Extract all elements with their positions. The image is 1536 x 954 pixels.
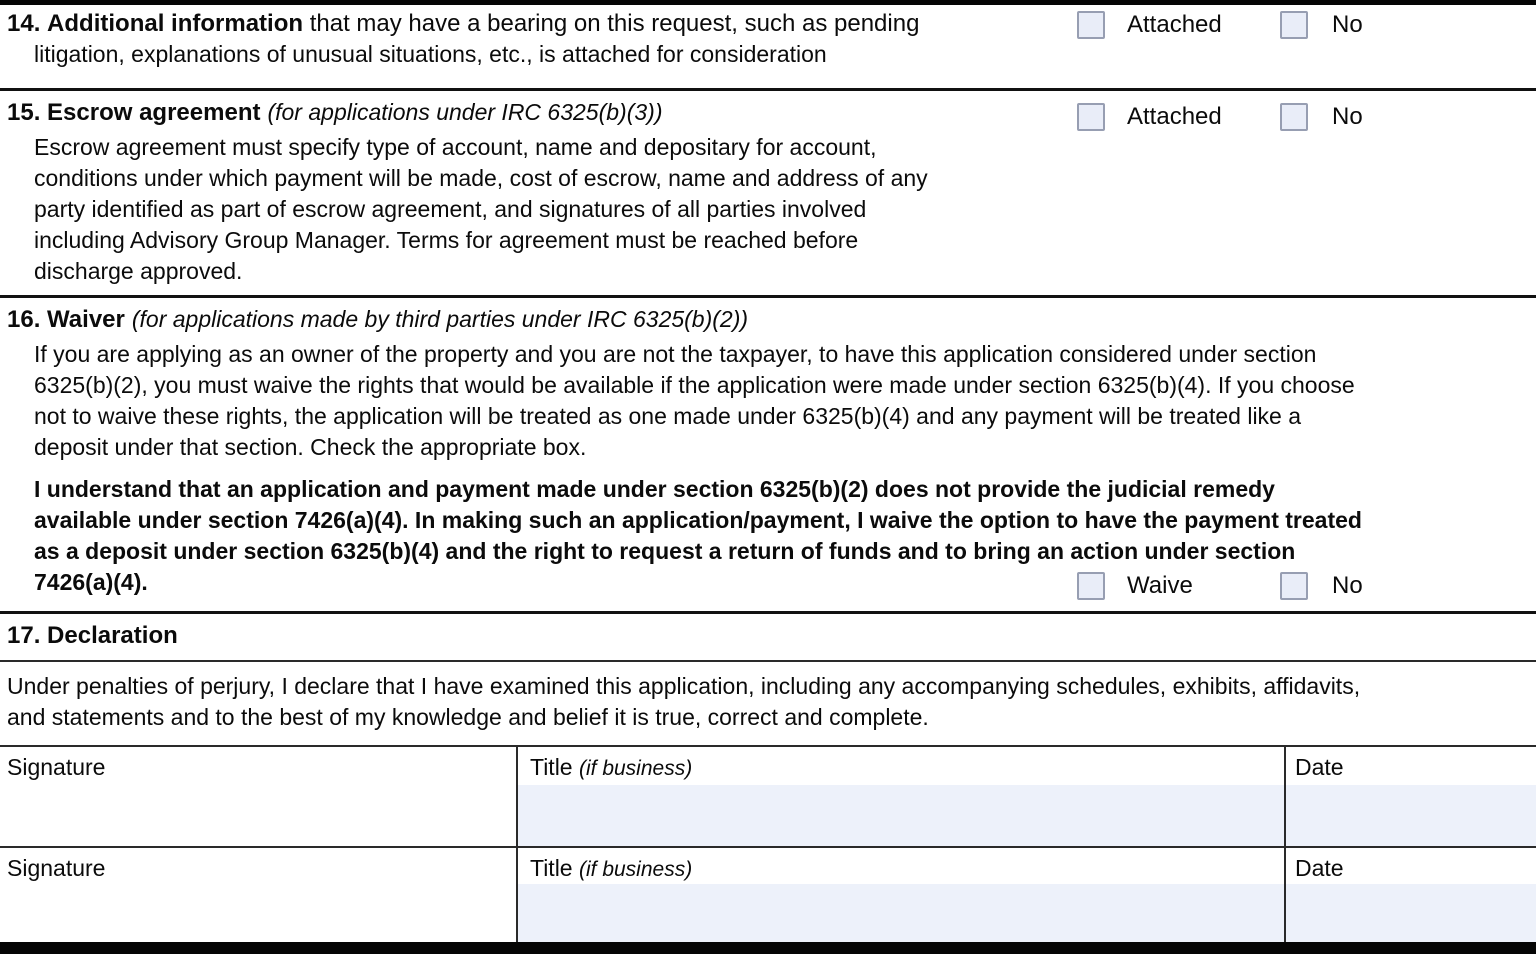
section-15-text-line: conditions under which payment will be made, cost of escrow, name and address of any [34,165,928,191]
checkbox-waive-16-label: Waive [1127,572,1193,599]
section-15-text-line: Escrow agreement must specify type of account, name and depositary for account, [34,134,877,160]
section-14-text: litigation, explanations of unusual situations, etc., is attached for consideration [34,41,827,67]
section-16-text-line: If you are applying as an owner of the property and you are not the taxpayer, to have this application considered under section [34,341,1317,367]
declaration-text-line: and statements and to the best of my knowledge and belief it is true, correct and complete. [7,704,929,730]
date-label: Date [1295,855,1344,881]
checkbox-no-14-label: No [1332,11,1363,38]
section-15-note: (for applications under IRC 6325(b)(3)) [267,99,663,125]
date-label: Date [1295,754,1344,780]
title-label [530,752,692,784]
section-16-text-line: 6325(b)(2), you must waive the rights that would be available if the application were made under section 6325(b)(4). If you choose [34,372,1355,398]
section-16-options [0,572,1536,600]
declaration-paragraph [0,671,1536,733]
checkbox-no-16[interactable] [1280,572,1308,600]
checkbox-attached-14[interactable] [1077,11,1105,39]
title-note: (if business) [579,858,693,881]
signature-label: Signature [7,855,106,881]
checkbox-no-16-label: No [1332,572,1363,599]
divider [0,611,1536,614]
title-label [530,853,692,885]
section-15-text-line: including Advisory Group Manager. Terms for agreement must be reached before [34,227,859,253]
title-note: (if business) [579,757,693,780]
section-17-number: 17. [7,622,41,649]
section-15-number: 15. [7,99,41,126]
checkbox-attached-14-label: Attached [1127,11,1222,38]
title-input-row1[interactable] [518,785,1284,846]
signature-label: Signature [7,754,106,780]
section-14-heading-text: that may have a bearing on this request, such as pending [303,10,920,37]
divider [0,745,1536,747]
section-16-text-line: deposit under that section. Check the appropriate box. [34,434,587,460]
section-16-heading [7,304,1536,335]
section-16-number: 16. [7,306,41,333]
section-16-text-line: not to waive these rights, the application will be treated as one made under 6325(b)(4) and any payment will be treated like a [34,403,1302,429]
divider [0,942,1536,954]
section-15-options [0,103,1536,131]
divider [0,846,1536,848]
checkbox-attached-15[interactable] [1077,103,1105,131]
date-input-row1[interactable] [1286,785,1536,846]
section-16-title: Waiver [47,306,125,333]
checkbox-no-15-label: No [1332,103,1363,130]
checkbox-attached-15-label: Attached [1127,103,1222,130]
checkbox-no-15[interactable] [1280,103,1308,131]
waiver-statement-line: 7426(a)(4). [34,569,148,595]
section-15-title: Escrow agreement [47,99,261,126]
divider [0,0,1536,5]
section-14-title: Additional information [47,10,304,37]
section-17-declaration [0,620,1536,651]
waiver-statement-line: available under section 7426(a)(4). In making such an application/payment, I waive the option to have the payment treated [34,507,1362,533]
section-17-heading [7,620,1536,651]
date-input-row2[interactable] [1286,884,1536,942]
divider [0,295,1536,298]
title-input-row2[interactable] [518,884,1284,942]
checkbox-no-14[interactable] [1280,11,1308,39]
title-label-text: Title [530,855,573,881]
section-14-options [0,11,1536,39]
section-15-text-line: party identified as part of escrow agreement, and signatures of all parties involved [34,196,867,222]
waiver-statement-line: I understand that an application and payment made under section 6325(b)(2) does not provide the judicial remedy [34,476,1275,502]
declaration-text-line: Under penalties of perjury, I declare that I have examined this application, including any accompanying schedules, exhibits, affidavits, [7,673,1361,699]
section-15-text-line: discharge approved. [34,258,243,284]
divider [0,660,1536,662]
title-label-text: Title [530,754,573,780]
section-14-number: 14. [7,10,41,37]
divider [0,88,1536,91]
waiver-statement-line: as a deposit under section 6325(b)(4) and the right to request a return of funds and to bring an action under section [34,538,1296,564]
checkbox-waive-16[interactable] [1077,572,1105,600]
section-16-waiver [0,304,1536,598]
section-17-title: Declaration [47,622,178,649]
section-16-note: (for applications made by third parties under IRC 6325(b)(2)) [131,306,749,332]
